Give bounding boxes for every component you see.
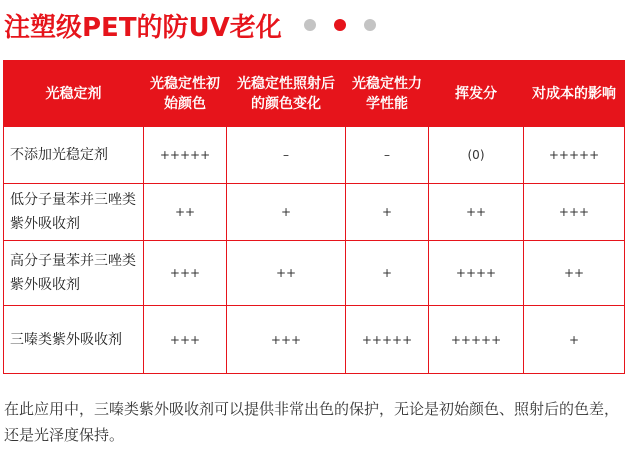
carousel-indicator — [304, 19, 376, 31]
table-cell: + — [346, 241, 429, 306]
table-cell: +++++ — [144, 127, 227, 184]
table-cell: +++ — [524, 184, 625, 241]
table-header-row — [4, 61, 625, 127]
carousel-dot[interactable] — [364, 19, 376, 31]
table-cell: ++ — [144, 184, 227, 241]
table-header-cell: 光稳定性初始颜色 — [144, 61, 227, 127]
carousel-dot[interactable] — [304, 19, 316, 31]
footnote-paragraph: 在此应用中，三嗪类紫外吸收剂可以提供非常出色的保护，无论是初始颜色、照射后的色差，还是光泽度保持。 — [4, 400, 620, 444]
table-cell: +++ — [227, 306, 346, 374]
row-label: 低分子量苯并三唑类紫外吸收剂 — [4, 184, 144, 241]
table-row — [4, 241, 625, 306]
carousel-dot-active[interactable] — [334, 19, 346, 31]
table-cell: ++++ — [429, 241, 524, 306]
table-cell: + — [346, 184, 429, 241]
table-header-cell: 光稳定性力学性能 — [346, 61, 429, 127]
table-cell: ++ — [429, 184, 524, 241]
table-cell: +++++ — [429, 306, 524, 374]
row-label: 不添加光稳定剂 — [4, 127, 144, 184]
table-header-cell: 光稳定性照射后的颜色变化 — [227, 61, 346, 127]
table-cell: ++ — [524, 241, 625, 306]
table-header-cell: 挥发分 — [429, 61, 524, 127]
table-cell: ++ — [227, 241, 346, 306]
row-label: 三嗪类紫外吸收剂 — [4, 306, 144, 374]
header — [4, 6, 376, 44]
table-header-cell: 对成本的影响 — [524, 61, 625, 127]
table-row — [4, 127, 625, 184]
table-cell: + — [524, 306, 625, 374]
table-cell: + — [227, 184, 346, 241]
table-row — [4, 306, 625, 374]
table-cell: +++ — [144, 306, 227, 374]
table-cell: +++++ — [346, 306, 429, 374]
table-cell: – — [227, 127, 346, 184]
table-cell: – — [346, 127, 429, 184]
light-stabilizer-comparison-table — [3, 60, 625, 374]
table-row — [4, 184, 625, 241]
page-title: 注塑级PET的防UV老化 — [4, 12, 282, 43]
table-header-cell: 光稳定剂 — [4, 61, 144, 127]
row-label: 高分子量苯并三唑类紫外吸收剂 — [4, 241, 144, 306]
table-cell: +++++ — [524, 127, 625, 184]
table-cell: (0) — [429, 127, 524, 184]
table-cell: +++ — [144, 241, 227, 306]
